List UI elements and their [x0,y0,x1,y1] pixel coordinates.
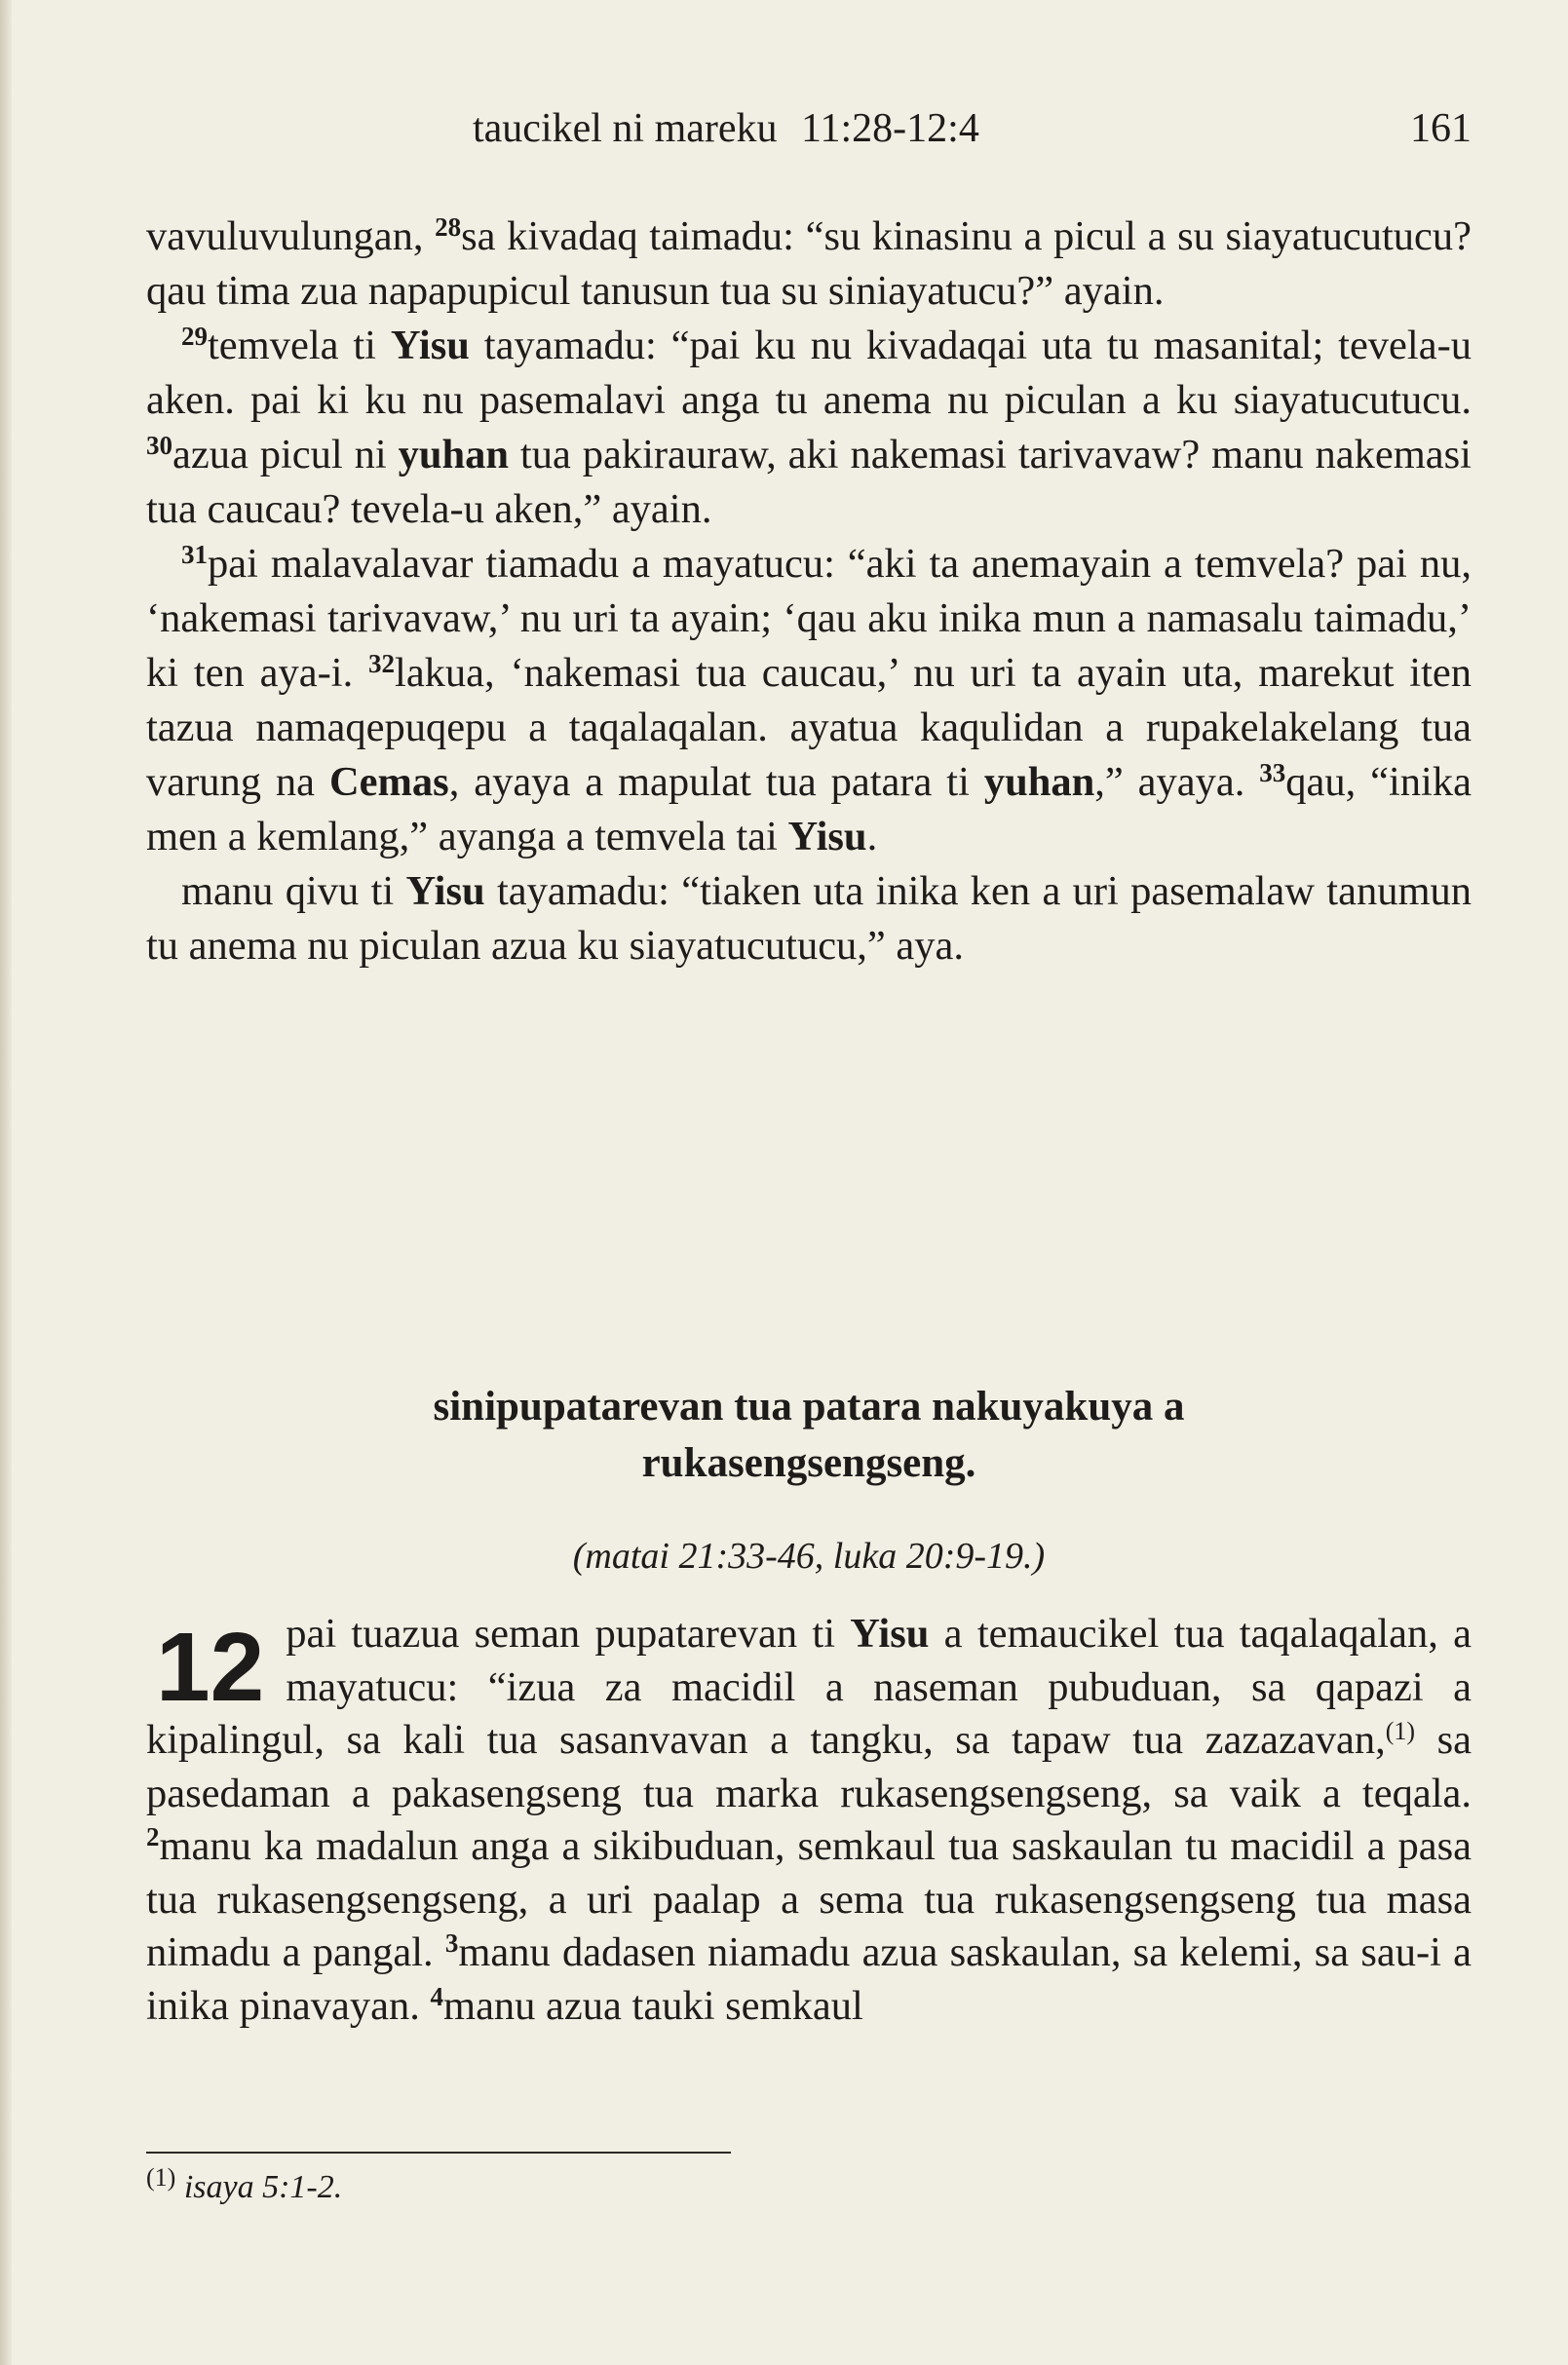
verse-number: 30 [146,431,172,460]
running-title: taucikel ni mareku [473,106,778,151]
paragraph-text: azua picul ni [172,432,399,477]
paragraph-lead: vavuluvulungan, [146,213,436,259]
footnote [146,2163,342,2206]
body-text [146,210,1472,973]
paragraph-4 [146,864,1472,973]
paragraph-text: ,” ayaya. [1094,759,1260,805]
paragraph-text: tayamadu: “pai ku nu kivadaqai uta tu masanital; tevela-u aken. pai ki ku nu pasemalavi anga tu anema nu piculan a ku siayatucutucu. [146,323,1472,423]
name-cemas: Cemas [328,759,449,805]
verse-number: 32 [368,649,396,678]
section-cross-reference: (matai 21:33-46, luka 20:9-19.) [572,1536,1046,1577]
name-yisu: Yisu [787,814,867,859]
paragraph-2 [146,319,1472,537]
paragraph-text: manu azua tauki semkaul [443,1982,863,2029]
paragraph-text: tua pakirauraw, aki nakemasi tarivavaw? manu nakemasi tua caucau? tevela-u aken,” ayain. [146,432,1472,532]
verse-number: 28 [435,212,462,242]
verse-number: 29 [181,322,208,351]
verse-number: 4 [430,1981,444,2011]
paragraph-text: lakua, ‘nakemasi tua caucau,’ nu uri ta ayain uta, marekut iten tazua namaqepuqepu a taqalaqalan. ayatua kaqulidan a rupakelakelang tua varung na [146,650,1472,805]
paragraph-3 [146,537,1472,864]
name-yisu: Yisu [390,323,470,368]
paragraph-text: temvela ti [208,323,391,368]
paragraph-text: , ayaya a mapulat tua patara ti [448,759,984,805]
verse-range: 11:28-12:4 [801,106,979,151]
paragraph-text: sa pasedaman a pakasengseng tua marka rukasengsengseng, sa vaik a teqala. [146,1717,1472,1816]
page-number: 161 [1410,106,1472,151]
verse-number: 33 [1259,758,1286,787]
section-heading-line: rukasengsengseng. [641,1440,976,1486]
verse-number: 31 [181,540,208,569]
verse-number: 3 [444,1928,459,1958]
running-header [146,105,1472,164]
paragraph-text: sa kivadaq taimadu: “su kinasinu a picul a su siayatucutucu? qau tima zua napapupicul tanusun tua su siniayatucu?” ayain. [146,213,1472,314]
name-yisu: Yisu [405,868,485,914]
paragraph-text: qau, “inika men a kemlang,” ayanga a temvela tai [146,759,1472,859]
chapter-text [146,1608,1472,2033]
section-heading-line: sinipupatarevan tua patara nakuyakuya a [433,1384,1185,1430]
chapter-number: 12 [156,1613,265,1722]
paragraph-text: manu qivu ti [181,868,406,914]
name-yuhan: yuhan [398,432,509,477]
paragraph-text: . [866,814,878,859]
paragraph-text: manu dadasen niamadu azua saskaulan, sa kelemi, sa sau-i a inika pinavayan. [146,1929,1472,2029]
verse-number: 2 [146,1822,160,1851]
paragraph-text: tayamadu: “tiaken uta inika ken a uri pasemalaw tanumun tu anema nu piculan azua ku siayatucutucu,” aya. [146,868,1472,969]
name-yisu: Yisu [850,1611,930,1657]
page-edge-shadow [0,0,12,2365]
name-yuhan: yuhan [983,759,1095,805]
paragraph-text: manu ka madalun anga a sikibuduan, semkaul tua saskaulan tu macidil a pasa tua rukasengsengseng, a uri paalap a sema tua rukasengsengseng tua masa nimadu a pangal. [146,1823,1472,1975]
paragraph-text: pai malavalavar tiamadu a mayatucu: “aki ta anemayain a temvela? pai nu, ‘nakemasi tarivavaw,’ nu uri ta ayain; ‘qau aku inika mun a namasalu taimadu,’ ki ten aya-i. [146,541,1472,696]
paragraph-text: pai tuazua seman pupatarevan ti [286,1611,851,1657]
footnote-marker[interactable]: (1) [1385,1717,1416,1745]
footnote-reference: isaya 5:1-2. [183,2169,343,2205]
running-title-group [473,105,979,152]
paragraph-1 [146,210,1472,319]
paragraph-text: a temaucikel tua taqalaqalan, a mayatucu: “izua za macidil a naseman pubuduan, sa qapazi a kipalingul, sa kali tua sasanvavan a tangku, sa tapaw tua zazazavan, [146,1611,1472,1763]
footnote-divider [146,2152,731,2154]
section-heading [146,1379,1472,1492]
footnote-number: (1) [146,2163,176,2192]
